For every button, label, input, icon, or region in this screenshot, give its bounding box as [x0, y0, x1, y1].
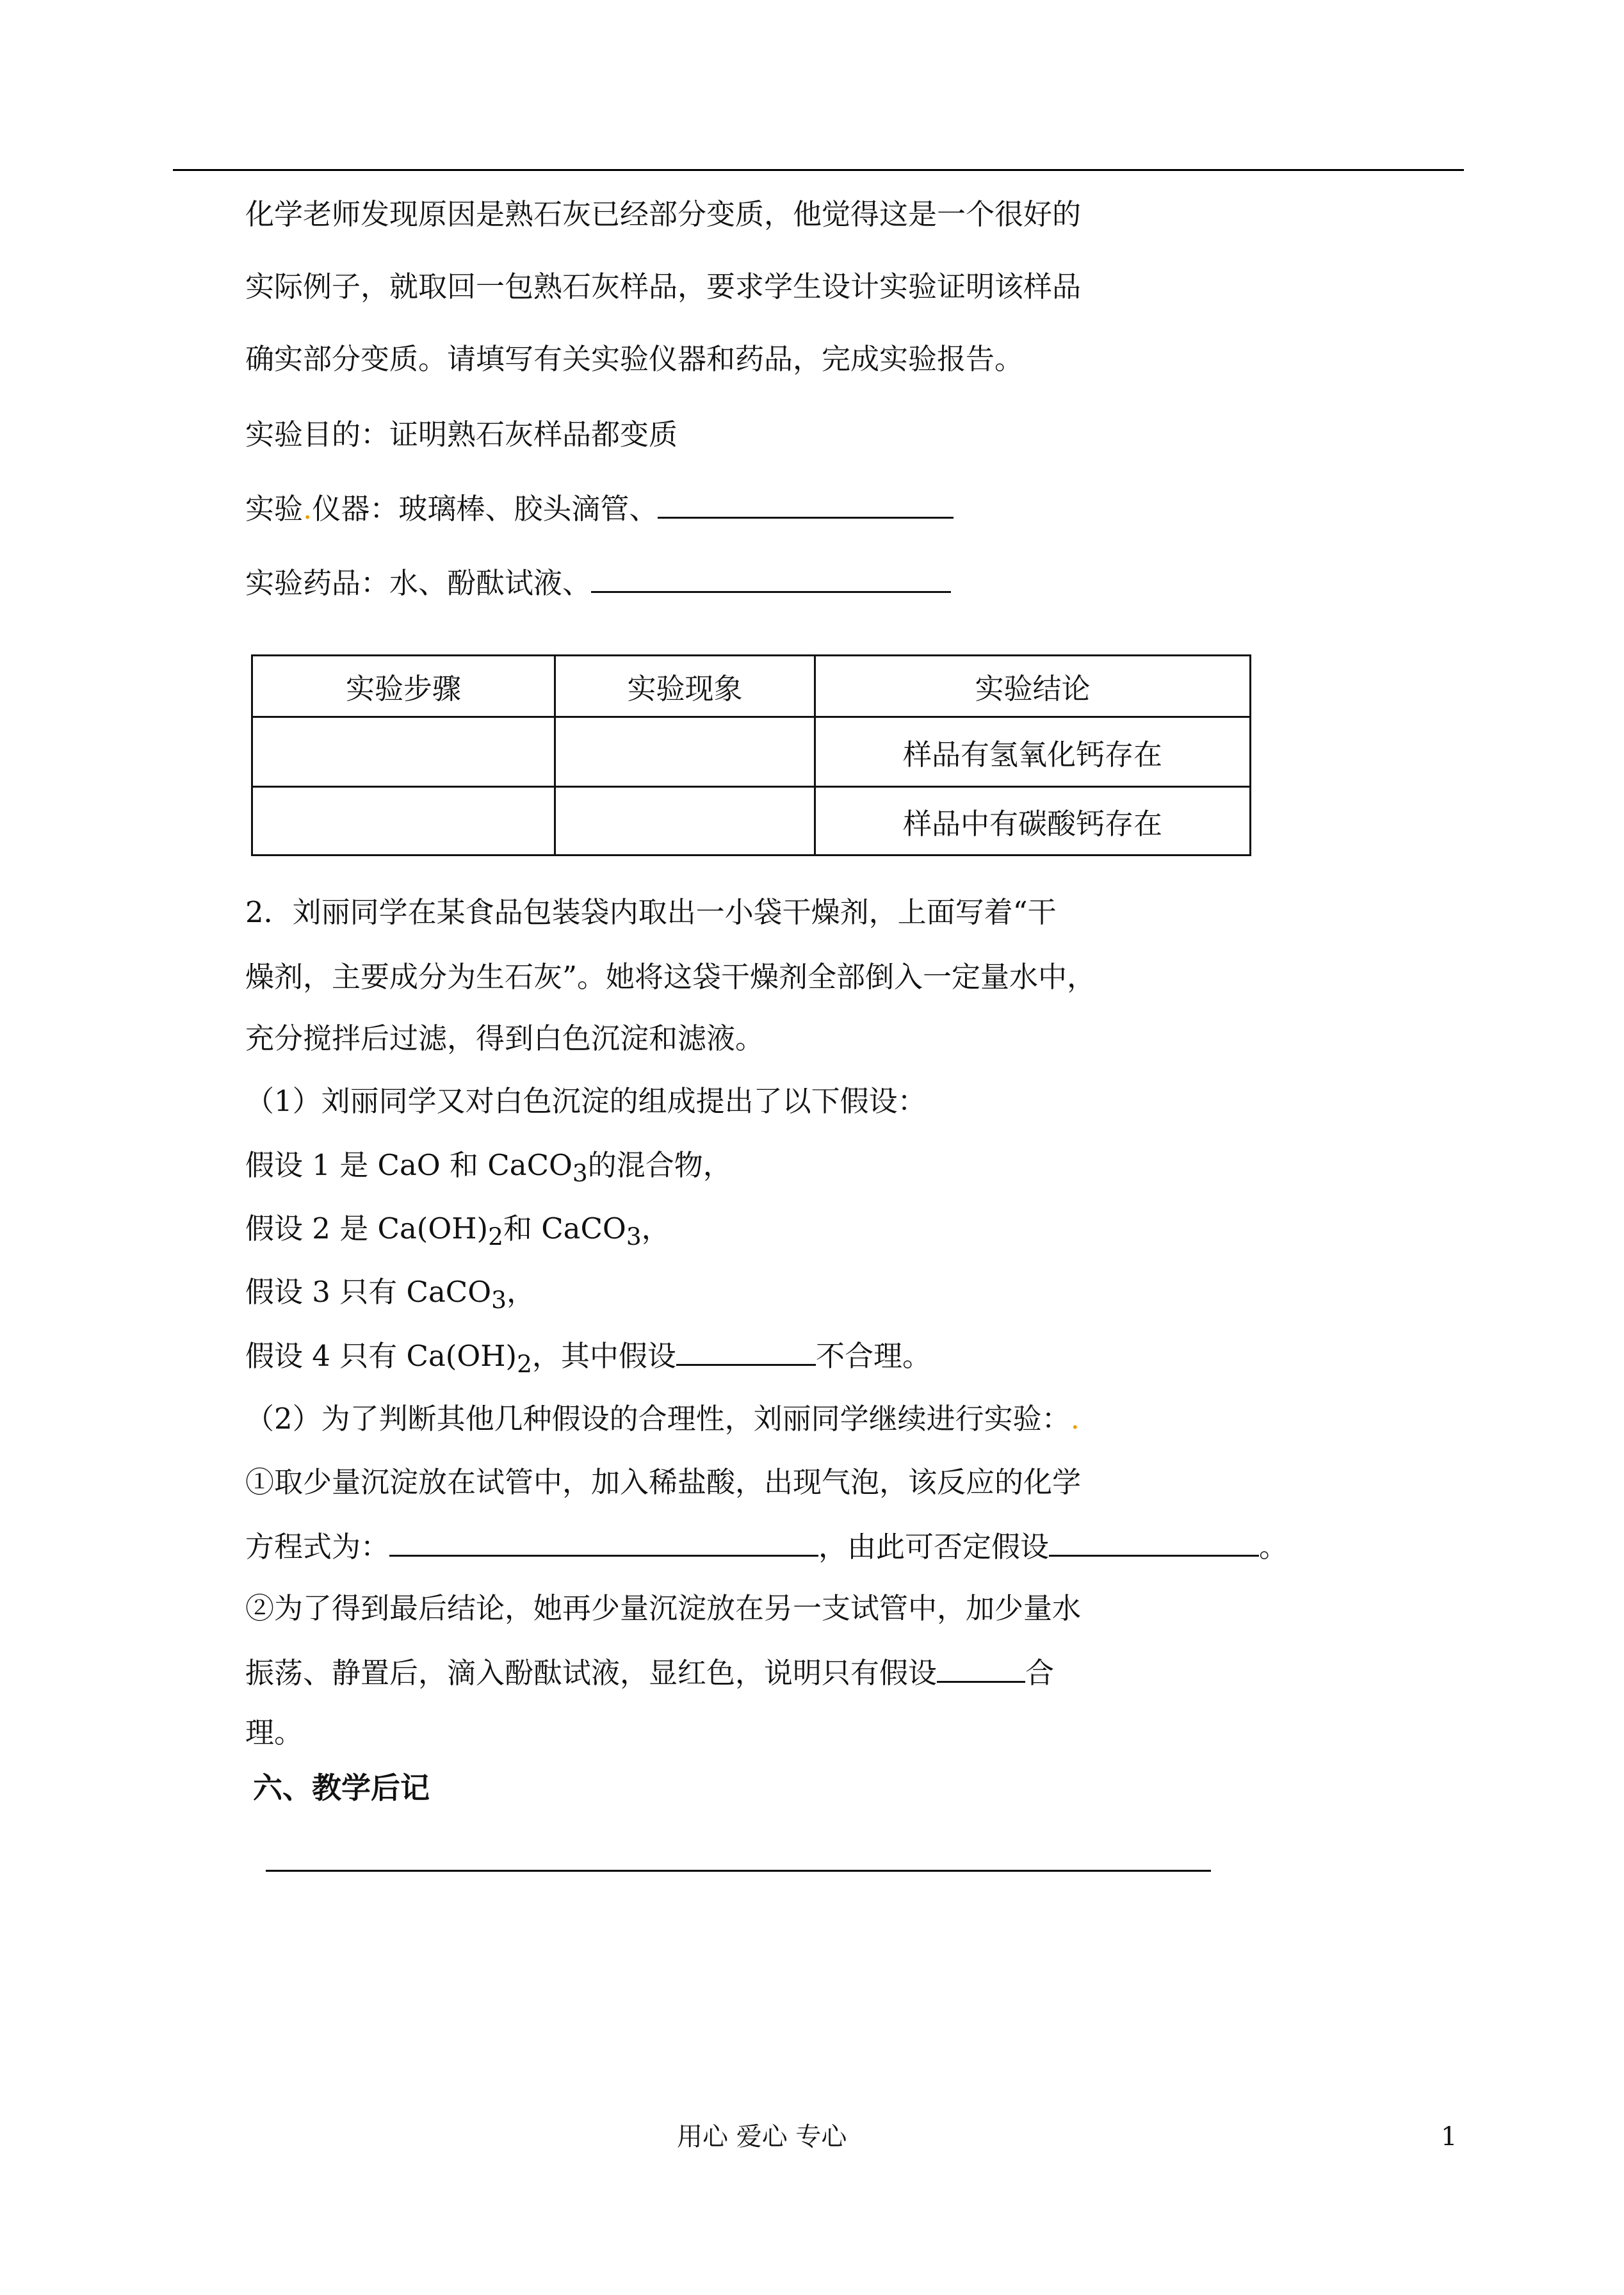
table-header-row [252, 656, 1251, 717]
table-row [252, 787, 1251, 856]
hypothesis-text: 假设 4 只有 Ca(OH) [245, 1339, 517, 1373]
edit-mark: . [1070, 1402, 1080, 1436]
part-2-prompt [245, 1400, 1080, 1438]
experiment-report-table [251, 654, 1251, 856]
final-hypothesis-blank[interactable] [937, 1653, 1025, 1683]
subscript: 2 [517, 1350, 532, 1378]
rejected-hypothesis-blank[interactable] [1049, 1527, 1259, 1557]
step-1-line: ①取少量沉淀放在试管中，加入稀盐酸，出现气泡，该反应的化学 [245, 1465, 1082, 1499]
question-2-line: 充分搅拌后过滤，得到白色沉淀和滤液。 [245, 1021, 765, 1055]
experiment-reagents [245, 563, 951, 603]
hypothesis-4 [245, 1336, 931, 1383]
header-rule [173, 169, 1464, 171]
step-1-equation-line [245, 1527, 1288, 1566]
hypothesis-text: 和 CaCO [503, 1212, 626, 1245]
hypothesis-text: 不合理。 [815, 1339, 931, 1373]
subscript: 3 [491, 1286, 507, 1314]
step-2-answer-line [245, 1653, 1054, 1692]
question-2-line: 燥剂，主要成分为生石灰”。她将这袋干燥剂全部倒入一定量水中， [245, 960, 1096, 994]
table-cell-steps[interactable] [252, 717, 555, 787]
hypothesis-1 [245, 1146, 732, 1192]
subscript: 3 [626, 1222, 642, 1251]
section-heading: 六、教学后记 [253, 1771, 430, 1805]
apparatus-text: 仪器：玻璃棒、胶头滴管、 [312, 492, 658, 526]
reagents-blank[interactable] [591, 563, 951, 593]
experiment-purpose: 实验目的：证明熟石灰样品都变质 [245, 418, 678, 451]
reagents-text: 实验药品：水、酚酞试液、 [245, 566, 592, 600]
equation-blank[interactable] [389, 1527, 818, 1557]
step-2-text: 合 [1025, 1656, 1055, 1690]
experiment-apparatus [245, 489, 954, 528]
hypothesis-text: 假设 1 是 CaO 和 CaCO [245, 1148, 572, 1182]
table-cell-conclusion: 样品中有碳酸钙存在 [815, 787, 1251, 856]
apparatus-prefix: 实验 [245, 492, 304, 526]
hypothesis-2 [245, 1210, 670, 1256]
page-number: 1 [1441, 2122, 1458, 2152]
edit-mark: . [303, 492, 313, 526]
hypothesis-text: 假设 3 只有 CaCO [245, 1275, 492, 1309]
equation-text: ，由此可否定假设 [818, 1530, 1050, 1564]
footer-motto: 用心 爱心 专心 [677, 2122, 847, 2152]
paragraph-line: 实际例子，就取回一包熟石灰样品，要求学生设计实验证明该样品 [245, 270, 1082, 304]
hypothesis-text: ， [507, 1275, 536, 1309]
part-2-text: （2）为了判断其他几种假设的合理性，刘丽同学继续进行实验： [245, 1402, 1071, 1436]
unreasonable-hypothesis-blank[interactable] [676, 1336, 816, 1366]
equation-label: 方程式为： [245, 1530, 390, 1564]
paragraph-line: 确实部分变质。请填写有关实验仪器和药品，完成实验报告。 [245, 342, 1024, 376]
table-row [252, 717, 1251, 787]
apparatus-blank[interactable] [658, 489, 954, 519]
hypothesis-text: 的混合物， [587, 1148, 732, 1182]
table-cell-phenomena[interactable] [555, 717, 815, 787]
table-cell-steps[interactable] [252, 787, 555, 856]
step-2-line: ②为了得到最后结论，她再少量沉淀放在另一支试管中，加少量水 [245, 1591, 1082, 1625]
hypothesis-text: ，其中假设 [532, 1339, 676, 1373]
notes-rule [266, 1870, 1211, 1872]
part-1-prompt: （1）刘丽同学又对白色沉淀的组成提出了以下假设： [245, 1084, 927, 1118]
hypothesis-text: 假设 2 是 Ca(OH) [245, 1212, 489, 1245]
hypothesis-3 [245, 1273, 535, 1319]
table-header-phenomena: 实验现象 [555, 656, 815, 717]
question-2-line: 2．刘丽同学在某食品包装袋内取出一小袋干燥剂，上面写着“干 [245, 895, 1057, 929]
table-header-conclusion: 实验结论 [815, 656, 1251, 717]
hypothesis-text: ， [641, 1212, 670, 1245]
step-2-end: 理。 [245, 1715, 304, 1749]
table-cell-conclusion: 样品有氢氧化钙存在 [815, 717, 1251, 787]
equation-text: 。 [1259, 1530, 1288, 1564]
subscript: 3 [572, 1159, 588, 1187]
paragraph-line: 化学老师发现原因是熟石灰已经部分变质，他觉得这是一个很好的 [245, 197, 1082, 231]
table-cell-phenomena[interactable] [555, 787, 815, 856]
subscript: 2 [488, 1222, 503, 1251]
step-2-text: 振荡、静置后，滴入酚酞试液，显红色，说明只有假设 [245, 1656, 938, 1690]
table-header-steps: 实验步骤 [252, 656, 555, 717]
